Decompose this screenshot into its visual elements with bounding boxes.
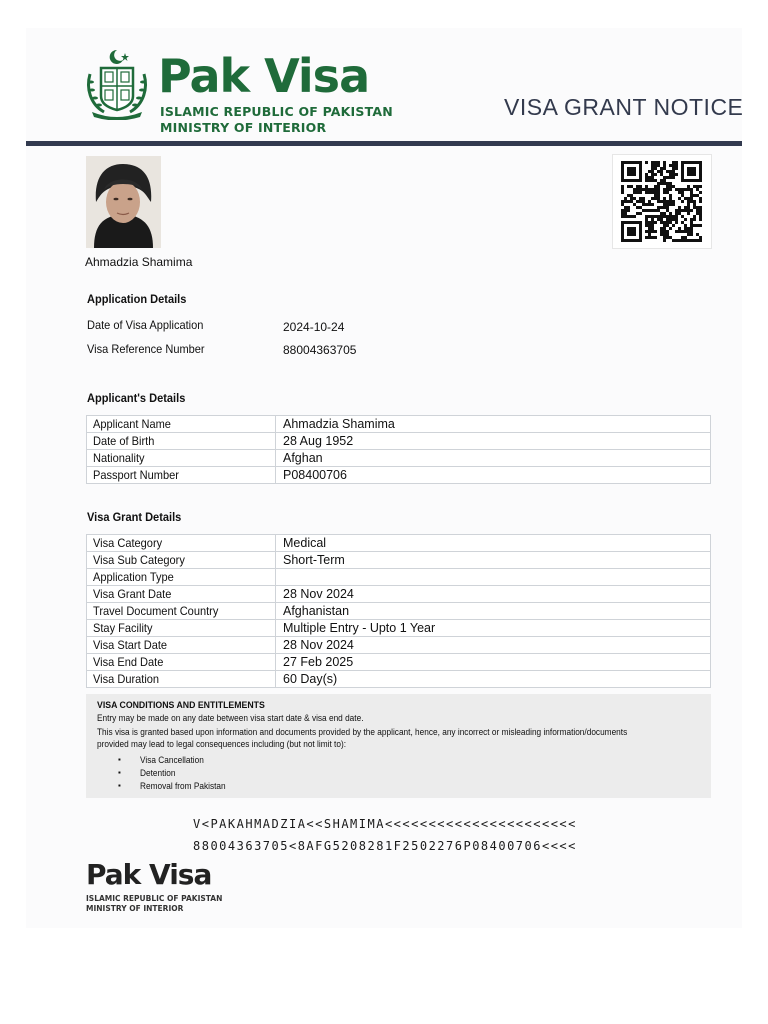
table-row [87,637,711,654]
table-cell-value: P08400706 [276,467,711,484]
logo-text: Pak Visa [158,49,370,103]
mrz-line-1: V<PAKAHMADZIA<<SHAMIMA<<<<<<<<<<<<<<<<<<<<<< [193,817,577,831]
state-emblem-icon [84,48,150,120]
applicant-photo [86,156,161,248]
qr-code[interactable] [612,154,712,249]
reference-number-value: 88004363705 [283,343,357,357]
table-cell-value: Ahmadzia Shamima [276,416,711,433]
table-row [87,603,711,620]
table-cell-label: Visa Grant Date [87,586,276,603]
header-divider [26,141,742,146]
table-cell-label: Travel Document Country [87,603,276,620]
table-cell-value: Short-Term [276,552,711,569]
table-cell-value [276,569,711,586]
conditions-title: VISA CONDITIONS AND ENTITLEMENTS [97,700,265,711]
visa-grant-details-heading: Visa Grant Details [87,510,182,524]
mrz-line-2: 88004363705<8AFG5208281F2502276P08400706<<<< [193,839,577,853]
table-row [87,569,711,586]
table-cell-label: Visa Category [87,535,276,552]
pak-visa-logo [158,48,369,104]
table-cell-label: Date of Birth [87,433,276,450]
table-cell-label: Nationality [87,450,276,467]
visa-conditions-box: VISA CONDITIONS AND ENTITLEMENTS Entry may be made on any date between visa start date & visa end date. This visa is granted based upon information and documents provided by the applicant, hence, any incorrect or misleading information/documents provided may lead to legal consequences including (but not limit to): Visa Cancellation Detention Removal from Pakistan [86,694,711,798]
table-row [87,552,711,569]
conditions-text: Entry may be made on any date between visa start date & visa end date. [97,713,364,723]
conditions-text: This visa is granted based upon information and documents provided by the applicant, hence, any incorrect or misleading information/documents [97,727,628,737]
document-title: VISA GRANT NOTICE [504,94,744,120]
conditions-text: provided may lead to legal consequences including (but not limit to): [97,739,347,749]
table-cell-value: Afghan [276,450,711,467]
table-cell-label: Application Type [87,569,276,586]
table-row [87,535,711,552]
table-cell-value: 28 Nov 2024 [276,586,711,603]
reference-number-label: Visa Reference Number [87,342,205,356]
table-cell-label: Visa Start Date [87,637,276,654]
footer-org-name: ISLAMIC REPUBLIC OF PAKISTAN [86,894,223,903]
table-cell-label: Visa Duration [87,671,276,688]
application-date-value: 2024-10-24 [283,320,345,334]
table-cell-value: Medical [276,535,711,552]
table-cell-label: Stay Facility [87,620,276,637]
table-cell-value: Afghanistan [276,603,711,620]
visa-grant-details-table [86,534,711,688]
table-row [87,671,711,688]
table-row [87,450,711,467]
org-name: ISLAMIC REPUBLIC OF PAKISTAN [160,104,393,119]
applicants-details-table [86,415,711,484]
ministry-name: MINISTRY OF INTERIOR [160,120,327,135]
footer-logo: Pak Visa [86,858,212,891]
applicants-details-heading: Applicant's Details [87,391,186,405]
table-cell-value: 60 Day(s) [276,671,711,688]
table-row [87,416,711,433]
table-cell-value: Multiple Entry - Upto 1 Year [276,620,711,637]
table-cell-label: Applicant Name [87,416,276,433]
table-row [87,433,711,450]
applicant-photo-caption: Ahmadzia Shamima [85,255,193,269]
table-row [87,620,711,637]
footer-ministry-name: MINISTRY OF INTERIOR [86,904,184,913]
table-row [87,586,711,603]
application-date-label: Date of Visa Application [87,318,204,332]
application-details-heading: Application Details [87,292,187,306]
table-cell-value: 28 Nov 2024 [276,637,711,654]
table-cell-value: 27 Feb 2025 [276,654,711,671]
table-cell-label: Visa End Date [87,654,276,671]
table-row [87,654,711,671]
table-cell-label: Passport Number [87,467,276,484]
table-cell-value: 28 Aug 1952 [276,433,711,450]
table-row [87,467,711,484]
table-cell-label: Visa Sub Category [87,552,276,569]
